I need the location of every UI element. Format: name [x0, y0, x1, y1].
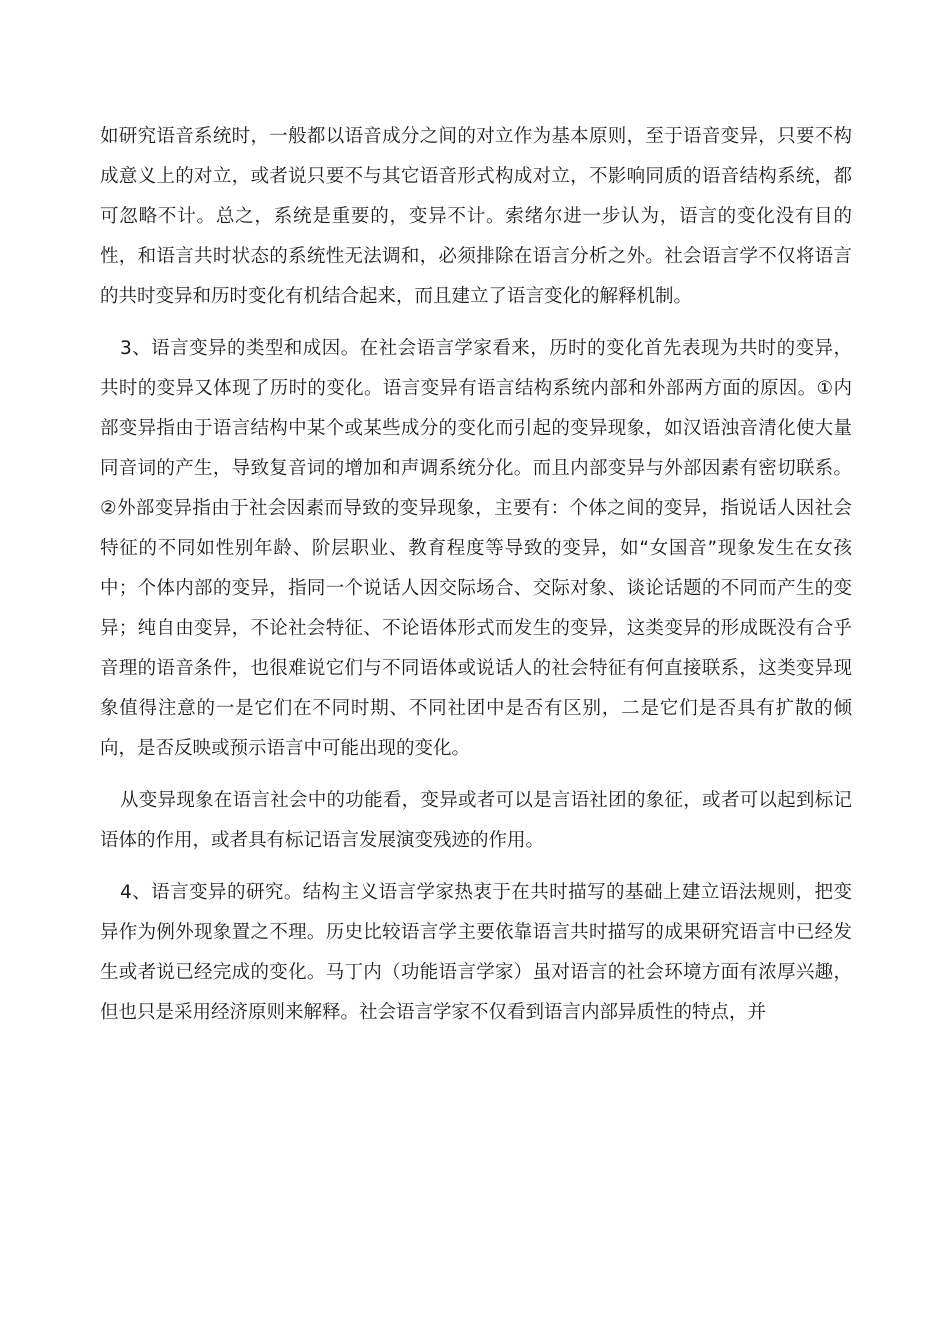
paragraph-variation-function: 从变异现象在语言社会中的功能看，变异或者可以是言语社团的象征，或者可以起到标记语体的作用，或者具有标记语言发展演变残迹的作用。: [100, 790, 852, 851]
paragraph-section-4: 4、语言变异的研究。结构主义语言学家热衷于在共时描写的基础上建立语法规则，把变异作为例外现象置之不理。历史比较语言学主要依靠语言共时描写的成果研究语言中已经发生或者说已经完成的变化。马丁内（功能语言学家）虽对语言的社会环境方面有浓厚兴趣，但也只是采用经济原则来解释。社会语言学家不仅看到语言内部异质性的特点，并: [100, 882, 852, 1023]
body-text: [100, 117, 852, 1033]
paragraph-section-3: 3、语言变异的类型和成因。在社会语言学家看来，历时的变化首先表现为共时的变异，共时的变异又体现了历时的变化。语言变异有语言结构系统内部和外部两方面的原因。①内部变异指由于语言结构中某个或某些成分的变化而引起的变异现象，如汉语浊音清化使大量同音词的产生，导致复音词的增加和声调系统分化。而且内部变异与外部因素有密切联系。②外部变异指由于社会因素而导致的变异现象，主要有：个体之间的变异，指说话人因社会特征的不同如性别年龄、阶层职业、教育程度等导致的变异，如“女国音”现象发生在女孩中；个体内部的变异，指同一个说话人因交际场合、交际对象、谈论话题的不同而产生的变异；纯自由变异，不论社会特征、不论语体形式而发生的变异，这类变异的形成既没有合乎音理的语音条件，也很难说它们与不同语体或说话人的社会特征有何直接联系，这类变异现象值得注意的一是它们在不同时期、不同社团中是否有区别，二是它们是否具有扩散的倾向，是否反映或预示语言中可能出现的变化。: [100, 338, 852, 759]
paragraph-continuation: 如研究语音系统时，一般都以语音成分之间的对立作为基本原则，至于语音变异，只要不构成意义上的对立，或者说只要不与其它语音形式构成对立，不影响同质的语音结构系统，都可忽略不计。总之，系统是重要的，变异不计。索绪尔进一步认为，语言的变化没有目的性，和语言共时状态的系统性无法调和，必须排除在语言分析之外。社会语言学不仅将语言的共时变异和历时变化有机结合起来，而且建立了语言变化的解释机制。: [100, 126, 852, 307]
